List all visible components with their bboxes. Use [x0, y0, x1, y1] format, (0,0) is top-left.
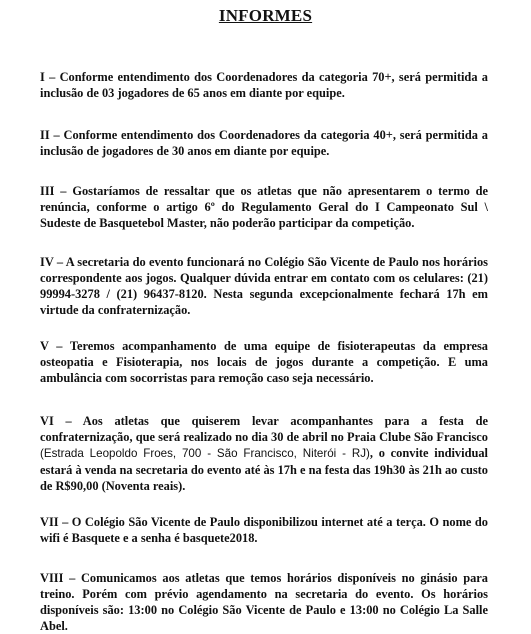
informe-item-3: III – Gostaríamos de ressaltar que os atletas que não apresentarem o termo de renúncia, conforme o artigo 6º do Regulamento Geral do I Campeonato Sul \ Sudeste de Basquetebol Master, não poderão participar da competição. [40, 184, 488, 230]
informe-item-8: VIII – Comunicamos aos atletas que temos horários disponíveis no ginásio para treino. Porém com prévio agendamento na secretaria do evento. Os horários disponíveis são: 13:00 no Colégio São Vicente de Paulo e 13:00 no Colégio La Salle Abel. [40, 571, 488, 633]
informe-item-6 [40, 413, 488, 494]
informe-item-5: V – Teremos acompanhamento de uma equipe de fisioterapeutas da empresa osteopatia e Fisioterapia, nos locais de jogos durante a competição. E uma ambulância com socorristas para remoção caso seja necessário. [40, 339, 488, 385]
informe-item-1: I – Conforme entendimento dos Coordenadores da categoria 70+, será permitida a inclusão de 03 jogadores de 65 anos em diante por equipe. [40, 70, 488, 100]
informe-item-6-text-after: , o convite individual estará à venda na secretaria do evento até às 17h e na festa das 19h30 às 21h ao custo de R$90,00 (Noventa reais). [40, 446, 488, 493]
informe-item-7: VII – O Colégio São Vicente de Paulo disponibilizou internet até a terça. O nome do wifi é Basquete e a senha é basquete2018. [40, 515, 488, 545]
document-title: INFORMES [218, 6, 313, 25]
informe-item-6-address: (Estrada Leopoldo Froes, 700 - São Francisco, Niterói - RJ) [40, 447, 370, 460]
informe-item-2: II – Conforme entendimento dos Coordenadores da categoria 40+, será permitida a inclusão de jogadores de 30 anos em diante por equipe. [40, 128, 488, 158]
informe-item-6-text-before: VI – Aos atletas que quiserem levar acompanhantes para a festa de confraternização, que será realizado no dia 30 de abril no Praia Clube São Francisco [40, 414, 488, 444]
informe-item-4: IV – A secretaria do evento funcionará no Colégio São Vicente de Paulo nos horários correspondente aos jogos. Qualquer dúvida entrar em contato com os celulares: (21) 99994-3278 / (21) 96437-8120. Nesta segunda excepcionalmente fechará 17h em virtude da confraternização. [40, 255, 488, 317]
